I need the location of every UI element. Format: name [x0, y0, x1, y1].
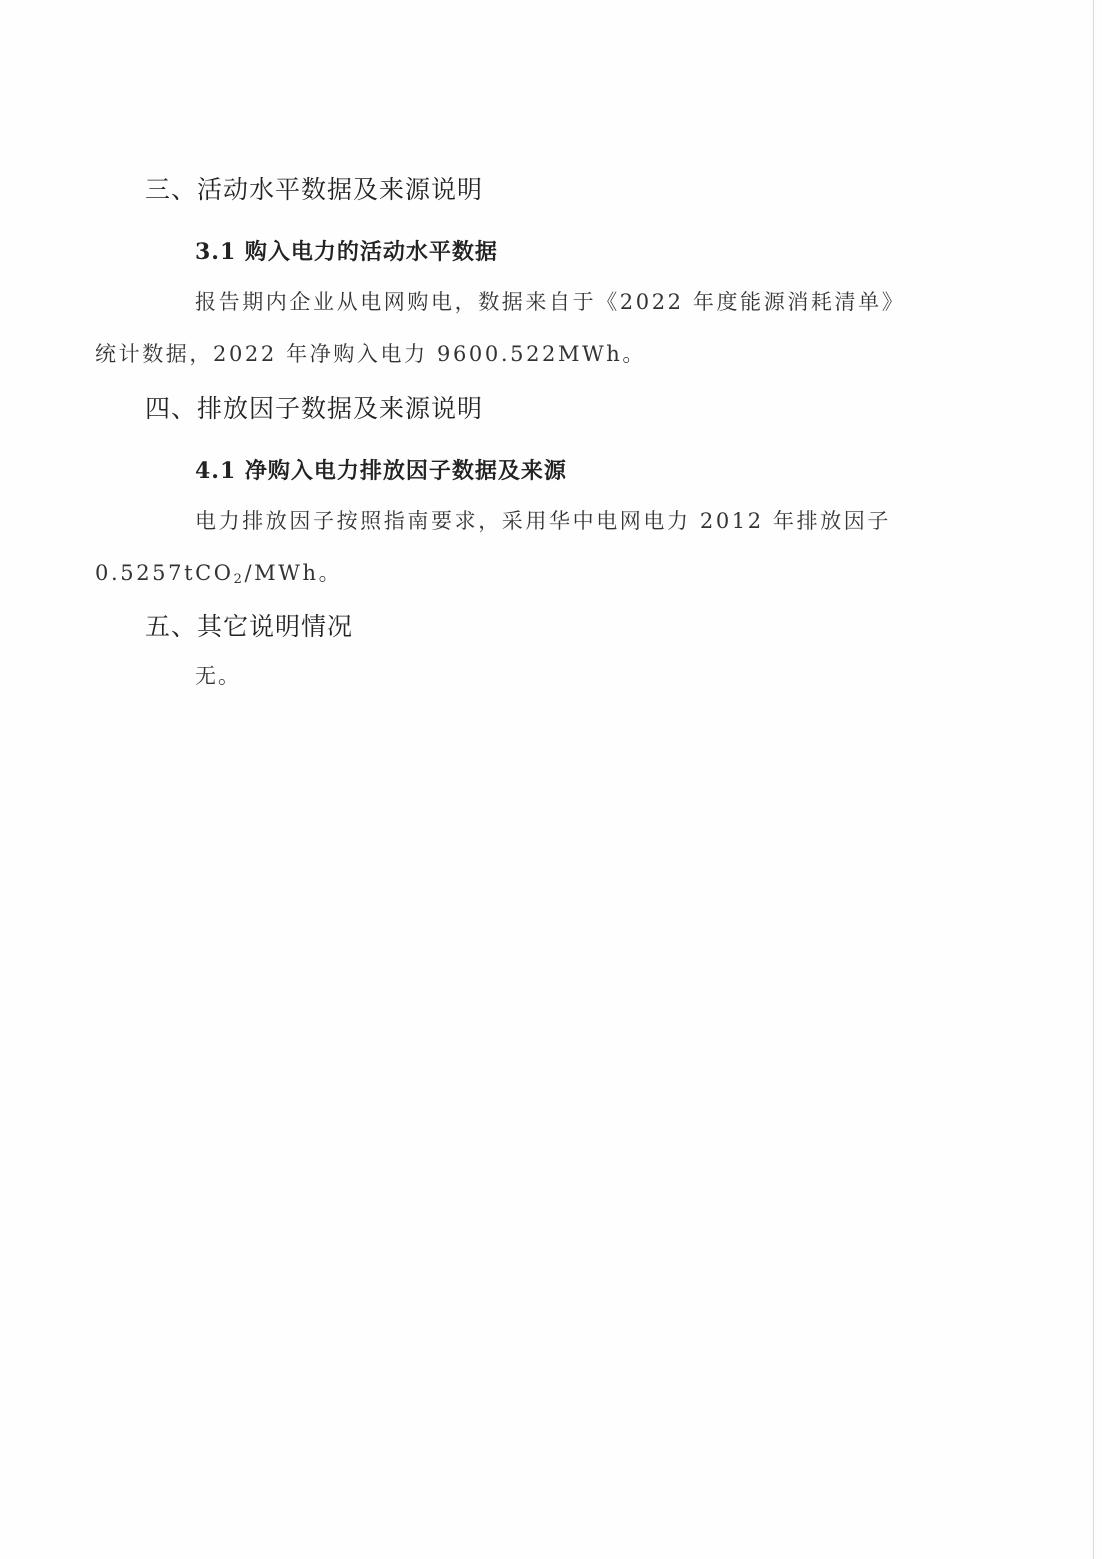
- section-5-paragraph: [145, 650, 925, 702]
- emission-factor-value: 0.5257tCO: [95, 561, 234, 585]
- section-3-1-paragraph-line-2: 统计数据，2022 年净购入电力 9600.522MWh。: [95, 342, 647, 366]
- section-4-1-paragraph-line-2: [95, 547, 925, 599]
- section-4-heading: 四、排放因子数据及来源说明: [145, 394, 484, 423]
- section-3-1-subheading: 3.1 购入电力的活动水平数据: [195, 239, 498, 265]
- section-3-heading: 三、活动水平数据及来源说明: [145, 175, 484, 204]
- section-3-1-paragraph-line-1: 报告期内企业从电网购电，数据来自于《2022 年度能源消耗清单》: [195, 290, 906, 314]
- emission-factor-unit: /MWh。: [244, 561, 343, 585]
- section-4-1-subheading: 4.1 净购入电力排放因子数据及来源: [195, 458, 567, 484]
- section-4-1-paragraph-line-1: 电力排放因子按照指南要求，采用华中电网电力 2012 年排放因子: [195, 509, 891, 533]
- section-4-1-paragraph: [95, 495, 925, 599]
- emission-factor-subscript: 2: [233, 572, 245, 587]
- page-edge-line: [1093, 0, 1094, 1559]
- section-5-heading: 五、其它说明情况: [145, 612, 354, 641]
- section-5-paragraph-line-1: 无。: [195, 664, 241, 688]
- section-3-1-paragraph: [95, 276, 925, 380]
